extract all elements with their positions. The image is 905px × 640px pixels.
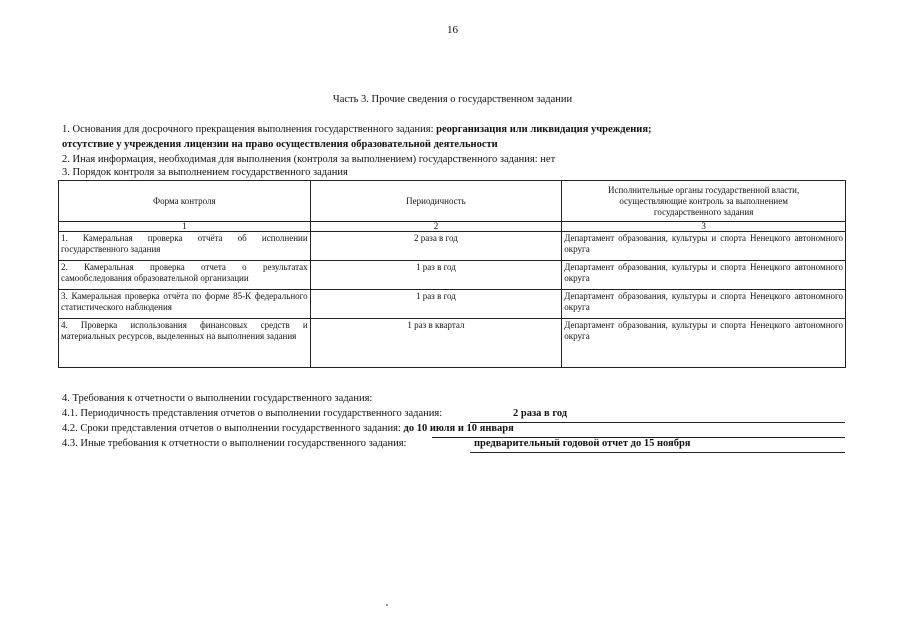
- section4-item2-value: до 10 июля и 10 января: [403, 423, 514, 434]
- page-number: 16: [447, 24, 458, 36]
- section4-item1-value: 2 раза в год: [513, 408, 568, 419]
- section4-item2-label: 4.2. Сроки представления отчетов о выполнении государственного задания:: [62, 423, 401, 434]
- section4-item2: [62, 423, 514, 434]
- table-row: [59, 290, 846, 319]
- row-authority: Департамент образования, культуры и спорта Ненецкого автономного округа: [562, 232, 846, 261]
- section1-value-line1: реорганизация или ликвидация учреждения;: [436, 124, 652, 135]
- row-form: 3. Камеральная проверка отчёта по форме 85-К федерального статистического наблюдения: [59, 290, 311, 319]
- table-header-row: [59, 181, 846, 222]
- section4-item3-label: 4.3. Иные требования к отчетности о выполнении государственного задания:: [62, 438, 407, 449]
- row-authority: Департамент образования, культуры и спорта Ненецкого автономного округа: [562, 261, 846, 290]
- row-form: 4. Проверка использования финансовых средств и материальных ресурсов, выделенных на выполнения задания: [59, 319, 311, 368]
- column-number-3: 3: [562, 222, 846, 232]
- row-authority: Департамент образования, культуры и спорта Ненецкого автономного округа: [562, 290, 846, 319]
- table-row: [59, 319, 846, 368]
- item3-underline: [470, 452, 845, 453]
- row-form: 1. Камеральная проверка отчёта об исполнении государственного задания: [59, 232, 311, 261]
- section4-item1-label: 4.1. Периодичность представления отчетов о выполнении государственного задания:: [62, 408, 443, 419]
- row-period: 2 раза в год: [310, 232, 562, 261]
- section1-value-line2: отсутствие у учреждения лицензии на право осуществления образовательной деятельности: [62, 139, 498, 150]
- part-title: Часть 3. Прочие сведения о государственном задании: [332, 94, 573, 105]
- table-row: [59, 261, 846, 290]
- row-period: 1 раз в квартал: [310, 319, 562, 368]
- section1-label: 1. Основания для досрочного прекращения выполнения государственного задания:: [62, 124, 434, 135]
- section1-line1: [62, 124, 652, 135]
- section4-title: 4. Требования к отчетности о выполнении государственного задания:: [62, 393, 373, 404]
- row-period: 1 раз в год: [310, 261, 562, 290]
- section2-text: 2. Иная информация, необходимая для выполнения (контроля за выполнением) государственного задания: нет: [62, 154, 556, 165]
- table-row: [59, 232, 846, 261]
- item1-underline: [470, 422, 845, 423]
- scan-speck: [386, 604, 388, 606]
- control-table: [58, 180, 846, 368]
- column-number-2: 2: [310, 222, 562, 232]
- column-number-1: 1: [59, 222, 311, 232]
- header-authority: [562, 181, 846, 222]
- row-form: 2. Камеральная проверка отчета о результатах самообследования образовательной организации: [59, 261, 311, 290]
- header-form: Форма контроля: [59, 181, 311, 222]
- table-number-row: [59, 222, 846, 232]
- section3-title: 3. Порядок контроля за выполнением государственного задания: [62, 167, 348, 178]
- row-authority: Департамент образования, культуры и спорта Ненецкого автономного округа: [562, 319, 846, 368]
- section4-item3-value: предварительный годовой отчет до 15 ноября: [474, 438, 691, 449]
- row-period: 1 раз в год: [310, 290, 562, 319]
- header-period: Периодичность: [310, 181, 562, 222]
- header-authority-text: Исполнительные органы государственной власти, осуществляющие контроль за выполнением государственного задания: [608, 184, 800, 217]
